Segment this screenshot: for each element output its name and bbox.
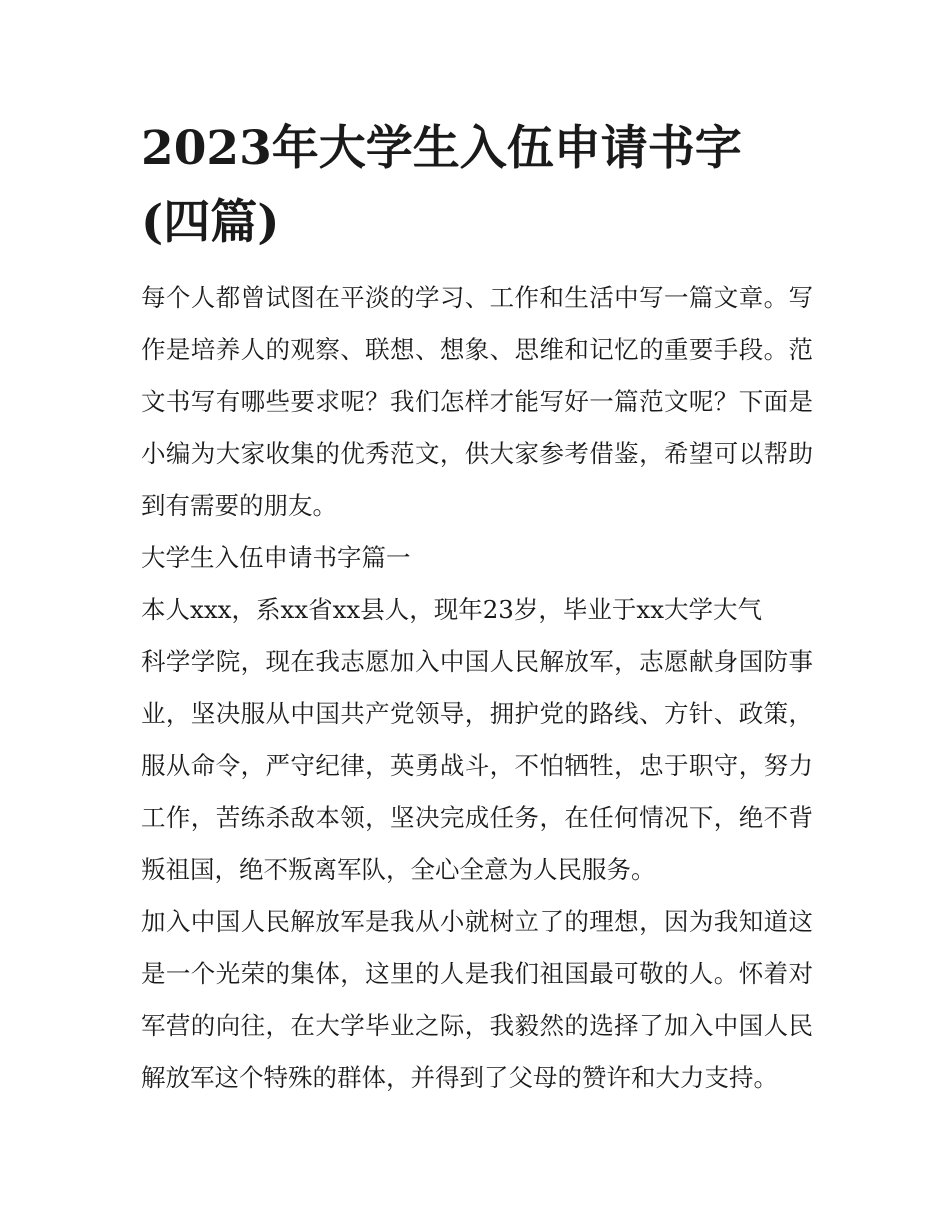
paragraph-2 xyxy=(141,896,813,1104)
text-line: 文书写有哪些要求呢？我们怎样才能写好一篇范文呢？下面是 xyxy=(141,387,813,416)
text-line: 军营的向往，在大学毕业之际，我毅然的选择了加入中国人民 xyxy=(141,1011,813,1040)
text-line: 业，坚决服从中国共产党领导，拥护党的路线、方针、政策， xyxy=(141,699,813,728)
text-line: 叛祖国，绝不叛离军队，全心全意为人民服务。 xyxy=(141,855,656,884)
text-line: 科学学院，现在我志愿加入中国人民解放军，志愿献身国防事 xyxy=(141,647,813,676)
title-line: 2023年大学生入伍申请书字 xyxy=(141,121,742,176)
paragraph-1 xyxy=(141,584,813,896)
document-title xyxy=(141,0,813,260)
text-line: 小编为大家收集的优秀范文，供大家参考借鉴，希望可以帮助 xyxy=(141,439,813,468)
document-page xyxy=(141,0,813,1104)
intro-paragraph xyxy=(141,272,813,532)
text-line: 加入中国人民解放军是我从小就树立了的理想，因为我知道这 xyxy=(141,907,813,936)
section-heading: 大学生入伍申请书字篇一 xyxy=(141,543,411,572)
document-body xyxy=(141,272,813,1104)
text-line: 每个人都曾试图在平淡的学习、工作和生活中写一篇文章。写 xyxy=(141,283,813,312)
text-line: 是一个光荣的集体，这里的人是我们祖国最可敬的人。怀着对 xyxy=(141,959,813,988)
title-line: (四篇) xyxy=(141,195,280,250)
text-line: 到有需要的朋友。 xyxy=(141,491,337,520)
text-line: 服从命令，严守纪律，英勇战斗，不怕牺牲，忠于职守，努力 xyxy=(141,751,813,780)
text-line: 作是培养人的观察、联想、想象、思维和记忆的重要手段。范 xyxy=(141,335,813,364)
text-line: 解放军这个特殊的群体，并得到了父母的赞许和大力支持。 xyxy=(141,1063,778,1092)
text-line: 工作，苦练杀敌本领，坚决完成任务，在任何情况下，绝不背 xyxy=(141,803,813,832)
text-line: 本人xxx，系xx省xx县人，现年23岁，毕业于xx大学大气 xyxy=(141,595,763,624)
